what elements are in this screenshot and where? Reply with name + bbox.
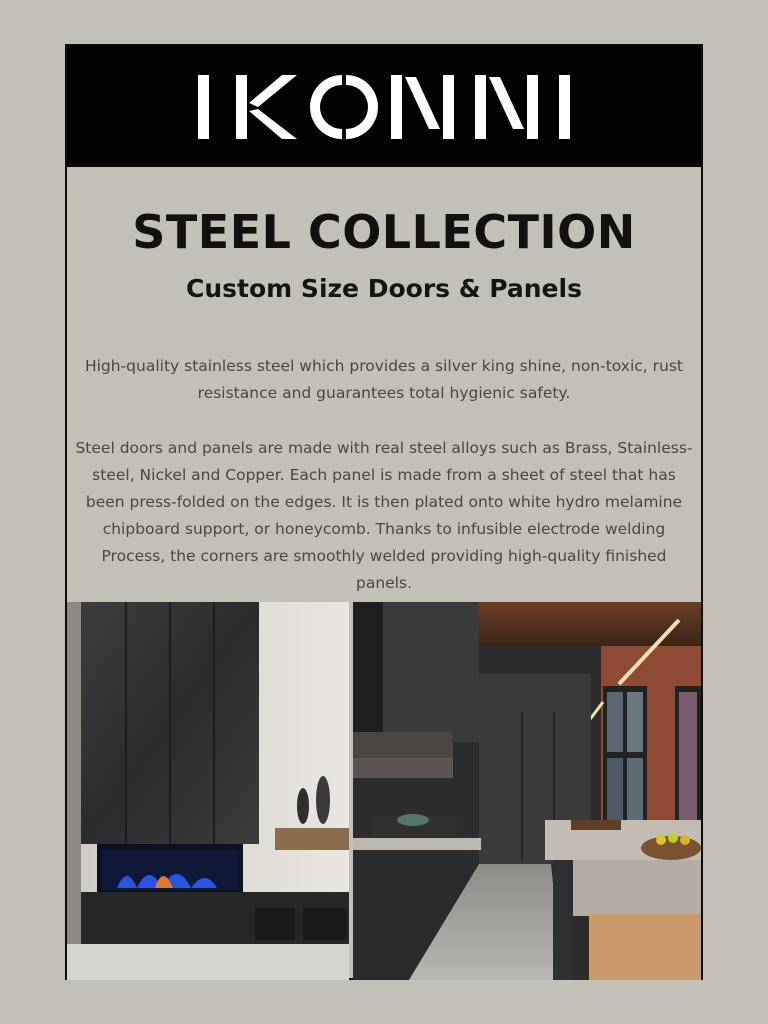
brochure-card — [65, 44, 703, 980]
intro-paragraph: High-quality stainless steel which provides a silver king shine, non-toxic, rust resistance and guarantees total hygienic safety. — [84, 357, 684, 402]
collection-subtitle: Custom Size Doors & Panels — [186, 274, 582, 303]
description-paragraph: Steel doors and panels are made with real steel alloys such as Brass, Stainless-steel, Nickel and Copper. Each panel is made from a sheet of steel that has been press-folded on the edges. It is then plated onto white hydro melamine chipboard support, or honeycomb. Thanks to infusible electrode welding Process, the corners are smoothly welded providing high-quality finished panels. — [75, 439, 693, 592]
collection-title: STEEL COLLECTION — [132, 205, 636, 259]
brand-banner — [67, 46, 701, 167]
fireplace-photo — [67, 602, 349, 980]
kitchen-photo — [353, 602, 701, 980]
ikonni-logo — [194, 71, 574, 143]
